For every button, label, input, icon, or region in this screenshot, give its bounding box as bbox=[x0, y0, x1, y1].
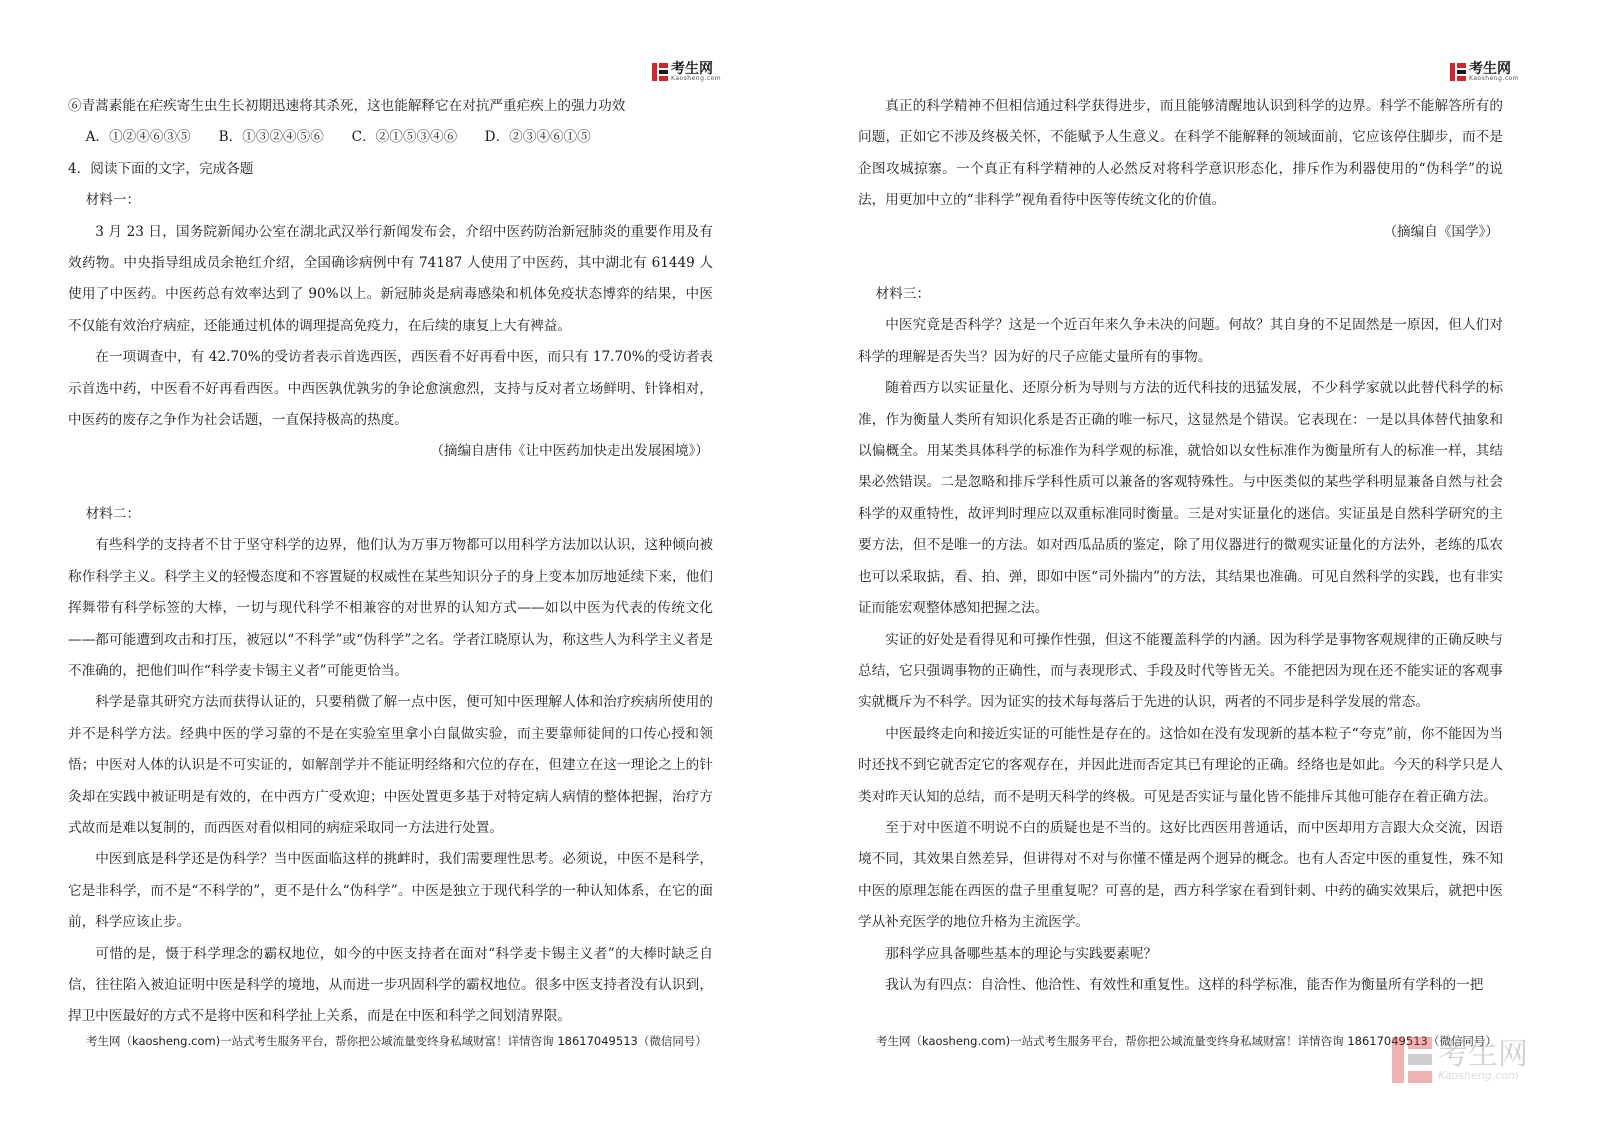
material-1-label: 材料一： bbox=[85, 192, 141, 209]
material-3-paragraph: 那科学应具备哪些基本的理论与实践要素呢？ bbox=[885, 945, 1158, 962]
question-4-heading: 4．阅读下面的文字，完成各题 bbox=[68, 160, 254, 177]
kaosheng-logo-icon bbox=[1450, 63, 1466, 81]
material-2-paragraph: 中医到底是科学还是伪科学？当中医面临这样的挑衅时，我们需要理性思考。必须说，中医不是科学，它是非科学，而不是“不科学的”，更不是什么“伪科学”。中医是独立于现代科学的一种认知体系，在它的面前，科学应该止步。 bbox=[68, 851, 713, 931]
material-2-paragraph: 科学是靠其研究方法而获得认证的，只要稍微了解一点中医，便可知中医理解人体和治疗疾病所使用的并不是科学方法。经典中医的学习靠的不是在实验室里拿小白鼠做实验，而主要靠师徒间的口传心授和领悟；中医对人体的认识是不可实证的，如解剖学并不能证明经络和穴位的存在，但建立在这一理论之上的针灸却在实践中被证明是有效的，在中西方广受欢迎；中医处置更多基于对特定病人病情的整体把握，治疗方式故而是难以复制的，而西医对看似相同的病症采取同一方法进行处置。 bbox=[68, 694, 713, 836]
material-1-paragraph: 在一项调查中，有 42.70%的受访者表示首选西医，西医看不好再看中医，而只有 17.70%的受访者表示首选中药，中医看不好再看西医。中西医孰优孰劣的争论愈演愈烈，支持与反对者立场鲜明、针锋相对，中医药的废存之争作为社会话题，一直保持极高的热度。 bbox=[68, 349, 713, 429]
left-body bbox=[68, 91, 713, 1033]
logo-en-text: Kaosheng.com bbox=[671, 75, 722, 82]
right-page bbox=[800, 0, 1600, 1131]
option-c: C．②①⑤③④⑥ bbox=[351, 129, 458, 146]
watermark-en-text: Kaosheng.com bbox=[1438, 1068, 1519, 1082]
watermark-cn-text: 考生网 bbox=[1438, 1036, 1528, 1072]
logo-cn-text: 考生网 bbox=[671, 61, 713, 77]
kaosheng-logo bbox=[652, 62, 721, 82]
material-3-paragraph: 中医最终走向和接近实证的可能性是存在的。这恰如在没有发现新的基本粒子“夸克”前，你不能因为当时还找不到它就否定它的客观存在，并因此进而否定其已有理论的正确。经络也是如此。今天的科学只是人类对昨天认知的总结，而不是明天科学的终极。可见是否实证与量化皆不能排斥其他可能存在着正确方法。 bbox=[858, 725, 1503, 805]
logo-cn-text: 考生网 bbox=[1469, 61, 1511, 77]
page-footer: 考生网（kaosheng.com)一站式考生服务平台，帮你把公域流量变终身私域财富！详情咨询 18617049513（微信同号） bbox=[86, 1034, 707, 1048]
material-3-label: 材料三： bbox=[875, 286, 931, 303]
page-footer: 考生网（kaosheng.com)一站式考生服务平台，帮你把公域流量变终身私域财富！详情咨询 18617049513（微信同号） bbox=[876, 1034, 1497, 1048]
kaosheng-logo-icon bbox=[652, 63, 668, 81]
material-2-paragraph: 真正的科学精神不但相信通过科学获得进步，而且能够清醒地认识到科学的边界。科学不能解答所有的问题，正如它不涉及终极关怀，不能赋予人生意义。在科学不能解释的领域面前，它应该停住脚步，而不是企图攻城掠寨。一个真正有科学精神的人必然反对将科学意识形态化，排斥作为利器使用的“伪科学”的说法，用更加中立的“非科学”视角看待中医等传统文化的价值。 bbox=[858, 98, 1503, 209]
material-3-paragraph: 中医究竟是否科学？这是一个近百年来久争未决的问题。何故？其自身的不足固然是一原因，但人们对科学的理解是否失当？因为好的尺子应能丈量所有的事物。 bbox=[858, 317, 1503, 365]
right-body bbox=[858, 91, 1503, 1001]
material-3-paragraph: 我认为有四点：自洽性、他洽性、有效性和重复性。这样的科学标准，能否作为衡量所有学科的一把 bbox=[885, 976, 1484, 993]
material-2-paragraph: 可惜的是，慑于科学理念的霸权地位，如今的中医支持者在面对“科学麦卡锡主义者”的大棒时缺乏自信，往往陷入被迫证明中医是科学的境地，从而进一步巩固科学的霸权地位。很多中医支持者没有认识到，捍卫中医最好的方式不是将中医和科学扯上关系，而是在中医和科学之间划清界限。 bbox=[68, 945, 713, 1025]
watermark-logo-icon bbox=[1392, 1037, 1432, 1083]
answer-options bbox=[68, 122, 713, 153]
logo-en-text: Kaosheng.com bbox=[1469, 75, 1520, 82]
material-2-label: 材料二： bbox=[85, 505, 141, 522]
material-2-paragraph: 有些科学的支持者不甘于坚守科学的边界，他们认为万事万物都可以用科学方法加以认识，这种倾向被称作科学主义。科学主义的轻慢态度和不容置疑的权威性在某些知识分子的身上变本加厉地延续下来，他们挥舞带有科学标签的大棒，一切与现代科学不相兼容的对世界的认知方式——如以中医为代表的传统文化——都可能遭到攻击和打压，被冠以“不科学”或“伪科学”之名。学者江晓原认为，称这些人为科学主义者是不准确的，把他们叫作“科学麦卡锡主义者”可能更恰当。 bbox=[68, 537, 713, 679]
material-3-paragraph: 至于对中医道不明说不白的质疑也是不当的。这好比西医用普通话，而中医却用方言跟大众交流，因语境不同，其效果自然差异，但讲得对不对与你懂不懂是两个迥异的概念。也有人否定中医的重复性，殊不知中医的原理怎能在西医的盘子里重复呢？可喜的是，西方科学家在看到针刺、中药的确实效果后，就把中医学从补充医学的地位升格为主流医学。 bbox=[858, 819, 1503, 931]
material-2-source: （摘编自《国学》） bbox=[1383, 223, 1499, 240]
option-b: B．①③②④⑤⑥ bbox=[218, 129, 324, 146]
material-3-paragraph: 随着西方以实证量化、还原分析为导则与方法的近代科技的迅猛发展，不少科学家就以此替代科学的标准，作为衡量人类所有知识化系是否正确的唯一标尺，这显然是个错误。它表现在：一是以具体替代抽象和以偏概全。用某类具体科学的标准作为科学观的标准，就恰如以女性标准作为衡量所有人的标准一样，其结果必然错误。二是忽略和排斥学科性质可以兼备的客观特殊性。与中医类似的某些学科明显兼备自然与社会科学的双重特性，故评判时理应以双重标准同时衡量。三是对实证量化的迷信。实证虽是自然科学研究的主要方法，但不是唯一的方法。如对西瓜品质的鉴定，除了用仪器进行的微观实证量化的方法外，老练的瓜农也可以采取掂，看、拍、弹，即如中医“司外揣内”的方法，其结果也准确。可见自然科学的实践，也有非实证而能宏观整体感知把握之法。 bbox=[858, 380, 1503, 617]
option-a: A．①②④⑥③⑤ bbox=[85, 129, 191, 146]
material-1-paragraph: 3 月 23 日，国务院新闻办公室在湖北武汉举行新闻发布会，介绍中医药防治新冠肺炎的重要作用及有效药物。中央指导组成员余艳红介绍，全国确诊病例中有 74187 人使用了中医药，其中湖北有 61449 人使用了中医药。中医药总有效率达到了 90%以上。新冠肺炎是病毒感染和机体免疫状态博弈的结果，中医不仅能有效治疗病症，还能通过机体的调理提高免疫力，在后续的康复上大有裨益。 bbox=[68, 223, 713, 334]
question-item-6: ⑥青蒿素能在疟疾寄生虫生长初期迅速将其杀死，这也能解释它在对抗严重疟疾上的强力功效 bbox=[68, 98, 626, 114]
material-3-paragraph: 实证的好处是看得见和可操作性强，但这不能覆盖科学的内涵。因为科学是事物客观规律的正确反映与总结，它只强调事物的正确性，而与表现形式、手段及时代等皆无关。不能把因为现在还不能实证的客观事实就概斥为不科学。因为证实的技术每每落后于先进的认识，两者的不同步是科学发展的常态。 bbox=[858, 631, 1503, 711]
option-d: D．②③④⑥①⑤ bbox=[484, 129, 591, 146]
kaosheng-logo bbox=[1450, 62, 1519, 82]
left-page bbox=[0, 0, 790, 1131]
material-1-source: （摘编自唐伟《让中医药加快走出发展困境》） bbox=[430, 443, 709, 460]
kaosheng-watermark bbox=[1392, 1030, 1562, 1090]
